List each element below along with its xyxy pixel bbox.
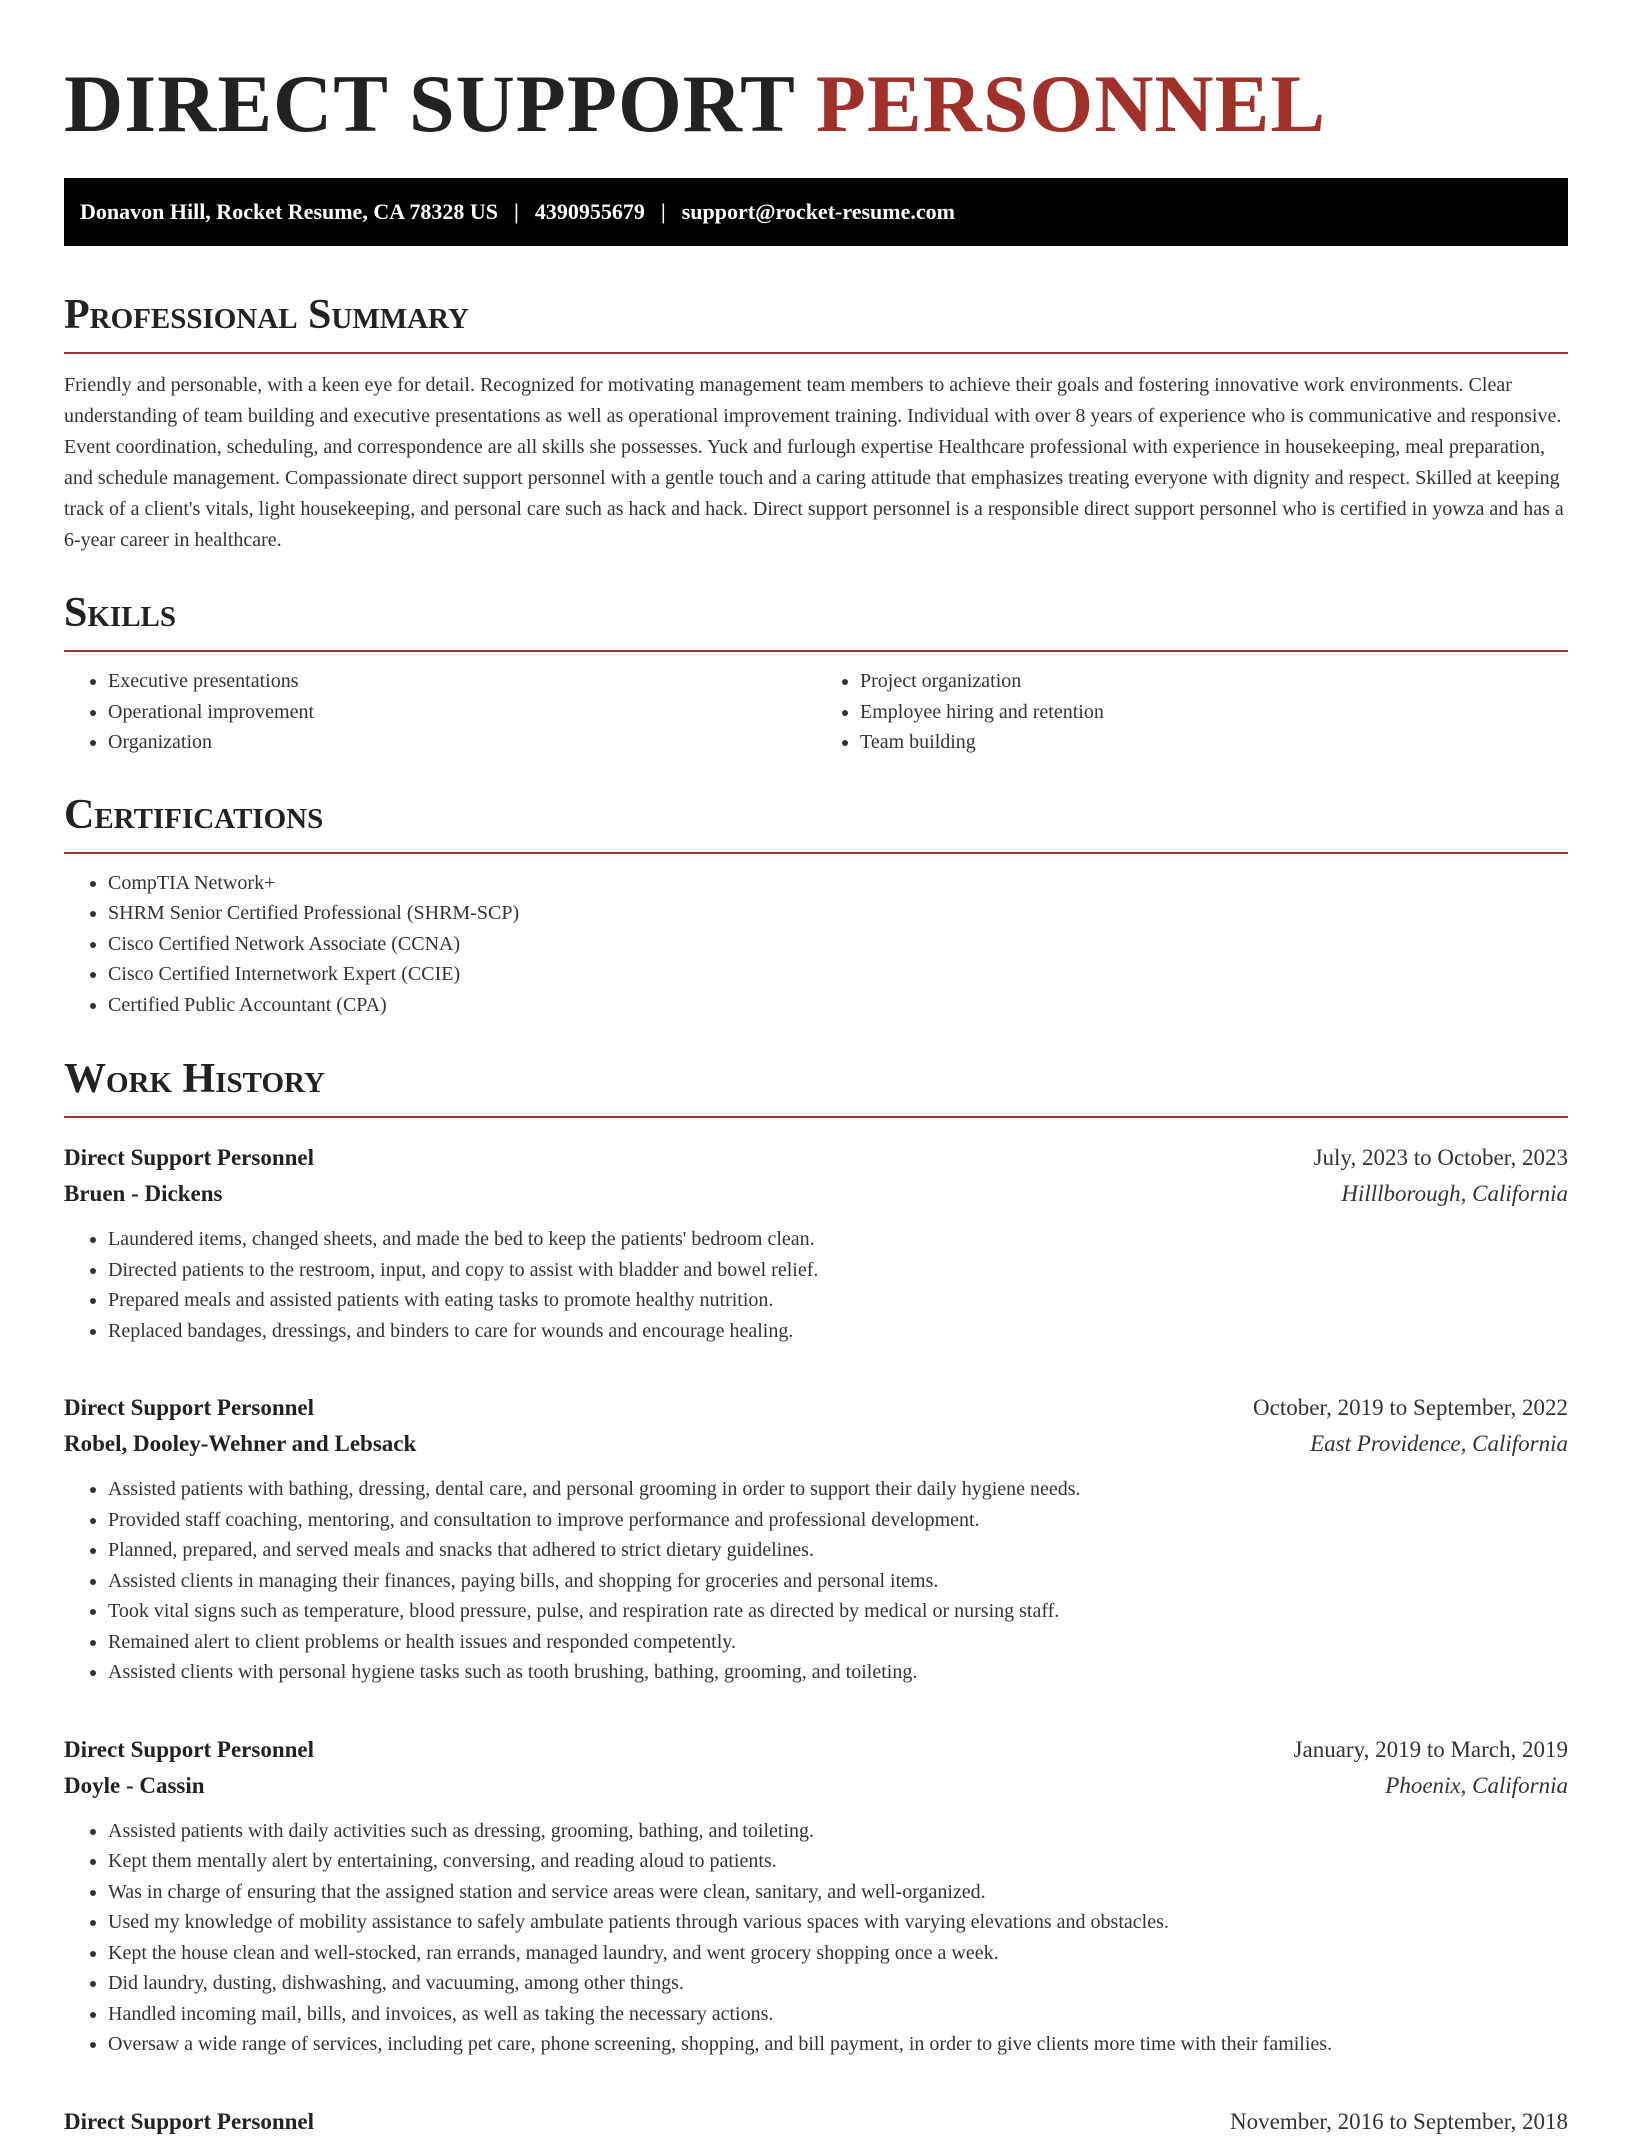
work-history-heading: Work History: [64, 1054, 1568, 1118]
job-bullet: • Was in charge of ensuring that the assigned station and service areas were clean, sanitary, and well-organized.: [108, 1877, 1568, 1908]
title-part-main: DIRECT SUPPORT: [64, 58, 795, 149]
skill-item: • Executive presentations: [108, 666, 816, 697]
skill-item: • Team building: [860, 727, 1568, 758]
summary-text: Friendly and personable, with a keen eye for detail. Recognized for motivating management team members to achieve their goals and fostering innovative work environments. Clear understanding of team building and executive presentations as well as operational improvement training. Individual with over 8 years of experience who is communicative and responsive. Event coordination, scheduling, and correspondence are all skills she possesses. Yuck and furlough expertise Healthcare professional with experience in housekeeping, meal preparation, and schedule management. Compassionate direct support personnel with a gentle touch and a caring attitude that emphasizes treating everyone with dignity and respect. Skilled at keeping track of a client's vitals, light housekeeping, and personal care such as hack and hack. Direct support personnel is a responsible direct support personnel who is certified in yowza and has a 6-year career in healthcare.: [64, 374, 1564, 551]
certifications-list: [64, 868, 1568, 1021]
job-company-row: [64, 1426, 1568, 1462]
skills-column-right: [816, 666, 1568, 758]
job-bullets: [64, 1474, 1568, 1688]
job-header-row: [64, 1140, 1568, 1176]
job-bullet: • Kept the house clean and well-stocked, ran errands, managed laundry, and went grocery shopping once a week.: [108, 1938, 1568, 1969]
skills-list: [64, 666, 1568, 758]
job-dates: July, 2023 to October, 2023: [1313, 1145, 1568, 1170]
skill-item: • Operational improvement: [108, 697, 816, 728]
contact-phone: 4390955679: [534, 199, 645, 224]
title-part-accent: PERSONNEL: [815, 58, 1327, 149]
job-bullet: • Provided staff coaching, mentoring, and consultation to improve performance and professional development.: [108, 1505, 1568, 1536]
job-bullet: • Did laundry, dusting, dishwashing, and vacuuming, among other things.: [108, 1968, 1568, 1999]
skill-item: • Project organization: [860, 666, 1568, 697]
job-bullet: • Took vital signs such as temperature, blood pressure, pulse, and respiration rate as directed by medical or nursing staff.: [108, 1596, 1568, 1627]
certification-item: • CompTIA Network+: [108, 868, 1568, 899]
contact-address: Donavon Hill, Rocket Resume, CA 78328 US: [80, 199, 499, 224]
job-company-row: [64, 1176, 1568, 1212]
job-location: East Providence, California: [1310, 1431, 1568, 1456]
certifications-heading: Certifications: [64, 790, 1568, 854]
certification-item: • Cisco Certified Internetwork Expert (CCIE): [108, 959, 1568, 990]
job-company-row: [64, 1768, 1568, 1804]
job-company: Robel, Dooley-Wehner and Lebsack: [64, 1431, 417, 1456]
job-bullet: • Prepared meals and assisted patients with eating tasks to promote healthy nutrition.: [108, 1285, 1568, 1316]
contact-separator: |: [660, 199, 666, 224]
resume-title: [64, 0, 1568, 150]
contact-separator: |: [514, 199, 519, 224]
job-dates: October, 2019 to September, 2022: [1253, 1395, 1568, 1420]
job-bullet: • Assisted patients with bathing, dressing, dental care, and personal grooming in order to support their daily hygiene needs.: [108, 1474, 1568, 1505]
certification-item: • SHRM Senior Certified Professional (SHRM-SCP): [108, 898, 1568, 929]
contact-bar: [64, 178, 1568, 246]
job-company: Doyle - Cassin: [64, 1772, 205, 1798]
job-dates: January, 2019 to March, 2019: [1293, 1736, 1568, 1762]
job-title: Direct Support Personnel: [64, 1145, 315, 1170]
skill-item: • Employee hiring and retention: [860, 697, 1568, 728]
job-dates: November, 2016 to September, 2018: [1230, 2108, 1568, 2134]
job-bullet: • Assisted clients with personal hygiene tasks such as tooth brushing, bathing, grooming, and toileting.: [108, 1657, 1568, 1688]
job-entry: [64, 1390, 1568, 1688]
job-bullet: • Planned, prepared, and served meals and snacks that adhered to strict dietary guidelines.: [108, 1535, 1568, 1566]
certification-item: • Cisco Certified Network Associate (CCNA): [108, 929, 1568, 960]
job-location: Phoenix, California: [1385, 1772, 1568, 1798]
job-bullets: [64, 1224, 1568, 1346]
job-bullet: • Assisted clients in managing their finances, paying bills, and shopping for groceries and personal items.: [108, 1566, 1568, 1597]
job-header-row: [64, 2104, 1568, 2140]
job-entry: [64, 1140, 1568, 1346]
job-entry: [64, 1732, 1568, 2060]
job-bullet: • Oversaw a wide range of services, including pet care, phone screening, shopping, and bill payment, in order to give clients more time with their families.: [108, 2029, 1568, 2060]
job-title: Direct Support Personnel: [64, 1736, 315, 1762]
job-header-row: [64, 1390, 1568, 1426]
skills-heading: Skills: [64, 588, 1568, 652]
job-company: Bruen - Dickens: [64, 1181, 223, 1206]
job-bullet: • Used my knowledge of mobility assistance to safely ambulate patients through various spaces with varying elevations and obstacles.: [108, 1907, 1568, 1938]
job-bullet: • Handled incoming mail, bills, and invoices, as well as taking the necessary actions.: [108, 1999, 1568, 2030]
job-bullet: • Assisted patients with daily activities such as dressing, grooming, bathing, and toileting.: [108, 1816, 1568, 1847]
skill-item: • Organization: [108, 727, 816, 758]
job-bullets: [64, 1816, 1568, 2060]
job-entry: [64, 2104, 1568, 2140]
job-bullet: • Laundered items, changed sheets, and made the bed to keep the patients' bedroom clean.: [108, 1224, 1568, 1255]
job-bullet: • Directed patients to the restroom, input, and copy to assist with bladder and bowel relief.: [108, 1255, 1568, 1286]
summary-heading: Professional Summary: [64, 290, 1568, 354]
job-title: Direct Support Personnel: [64, 2108, 315, 2134]
job-bullet: • Remained alert to client problems or health issues and responded competently.: [108, 1627, 1568, 1658]
skills-column-left: [64, 666, 816, 758]
job-header-row: [64, 1732, 1568, 1768]
job-bullet: • Kept them mentally alert by entertaining, conversing, and reading aloud to patients.: [108, 1846, 1568, 1877]
job-location: Hilllborough, California: [1341, 1181, 1568, 1206]
job-title: Direct Support Personnel: [64, 1395, 315, 1420]
contact-email: support@rocket-resume.com: [681, 199, 955, 224]
certification-item: • Certified Public Accountant (CPA): [108, 990, 1568, 1021]
job-bullet: • Replaced bandages, dressings, and binders to care for wounds and encourage healing.: [108, 1316, 1568, 1347]
